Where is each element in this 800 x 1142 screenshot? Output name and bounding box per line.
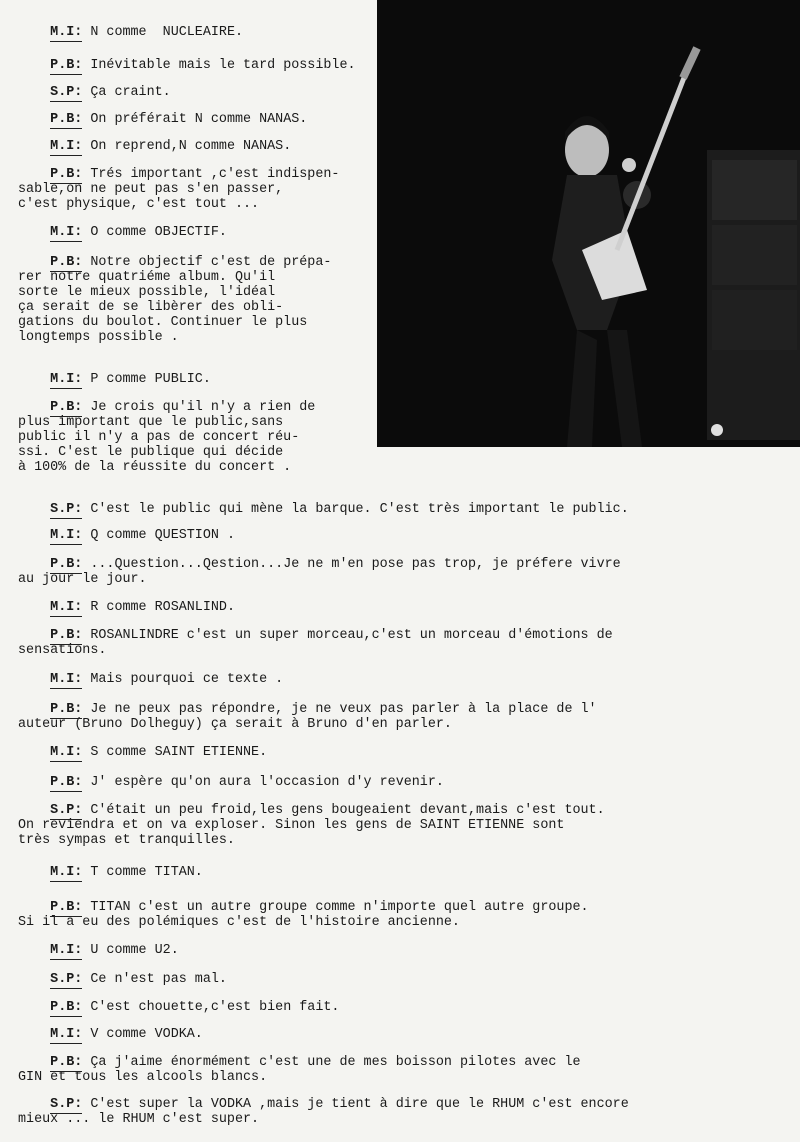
line-text: P comme PUBLIC. [82, 372, 211, 387]
line-text: C'est chouette,c'est bien fait. [82, 1000, 340, 1015]
speaker-label: P.B: [50, 775, 83, 790]
concert-photo [377, 0, 800, 447]
line-text: rer notre quatriéme album. Qu'il [18, 270, 276, 285]
line-text: O comme OBJECTIF. [82, 225, 227, 240]
line-text: N comme NUCLEAIRE. [82, 25, 244, 40]
speaker-label: P.B: [50, 255, 83, 270]
speaker-label: P.B: [50, 1000, 83, 1015]
line-text: On reprend,N comme NANAS. [82, 139, 292, 154]
line-text: sorte le mieux possible, l'idéal [18, 285, 276, 300]
speaker-label: P.B: [50, 58, 83, 73]
speaker-label: P.B: [50, 112, 83, 127]
speaker-label: P.B: [50, 1055, 83, 1070]
line-text: Je ne peux pas répondre, je ne veux pas parler à la place de l' [82, 702, 597, 717]
speaker-label: P.B: [50, 628, 83, 643]
line-text: GIN et tous les alcools blancs. [18, 1070, 268, 1085]
line-text: longtemps possible . [18, 330, 179, 345]
speaker-label: M.I: [50, 139, 83, 154]
line-text: gations du boulot. Continuer le plus [18, 315, 308, 330]
line-text: S comme SAINT ETIENNE. [82, 745, 268, 760]
line-text: C'est le public qui mène la barque. C'est très important le public. [82, 502, 629, 517]
speaker-label: M.I: [50, 865, 83, 880]
line-text: On reviendra et on va exploser. Sinon les gens de SAINT ETIENNE sont [18, 818, 565, 833]
line-text: sensations. [18, 643, 107, 658]
line-text: mieux ... le RHUM c'est super. [18, 1112, 260, 1127]
guitarist-photo-illustration [377, 0, 800, 447]
speaker-label: P.B: [50, 167, 83, 182]
speaker-label: S.P: [50, 85, 83, 100]
line-text: plus important que le public,sans [18, 415, 284, 430]
speaker-label: M.I: [50, 372, 83, 387]
line-text: On préférait N comme NANAS. [82, 112, 308, 127]
line-text: Je crois qu'il n'y a rien de [82, 400, 316, 415]
line-text: Mais pourquoi ce texte . [82, 672, 284, 687]
line-text: T comme TITAN. [82, 865, 203, 880]
interview-line [18, 240, 331, 360]
line-text: ça serait de se libèrer des obli- [18, 300, 284, 315]
line-text: auteur (Bruno Dolheguy) ça serait à Bruno d'en parler. [18, 717, 452, 732]
line-text: Notre objectif c'est de prépa- [82, 255, 332, 270]
line-text: J' espère qu'on aura l'occasion d'y revenir. [82, 775, 444, 790]
speaker-label: M.I: [50, 25, 83, 40]
line-text: V comme VODKA. [82, 1027, 203, 1042]
line-text: sable,on ne peut pas s'en passer, [18, 182, 284, 197]
line-text: Si il a eu des polémiques c'est de l'histoire ancienne. [18, 915, 460, 930]
line-text: TITAN c'est un autre groupe comme n'importe quel autre groupe. [82, 900, 589, 915]
line-text: Ce n'est pas mal. [82, 972, 227, 987]
interview-line [18, 1082, 629, 1142]
line-text: Trés important ,c'est indispen- [82, 167, 340, 182]
line-text: Ça craint. [82, 85, 171, 100]
line-text: C'est super la VODKA ,mais je tient à dire que le RHUM c'est encore [82, 1097, 629, 1112]
line-text: Q comme QUESTION . [82, 528, 235, 543]
speaker-label: P.B: [50, 400, 83, 415]
line-text: ...Question...Qestion...Je ne m'en pose pas trop, je préfere vivre [82, 557, 621, 572]
speaker-label: S.P: [50, 1097, 83, 1112]
line-text: ROSANLINDRE c'est un super morceau,c'est un morceau d'émotions de [82, 628, 613, 643]
speaker-label: S.P: [50, 972, 83, 987]
line-text: à 100% de la réussite du concert . [18, 460, 292, 475]
line-text: C'était un peu froid,les gens bougeaient devant,mais c'est tout. [82, 803, 605, 818]
speaker-label: P.B: [50, 702, 83, 717]
speaker-label: M.I: [50, 672, 83, 687]
speaker-label: P.B: [50, 557, 83, 572]
speaker-label: M.I: [50, 225, 83, 240]
line-text: Ça j'aime énormément c'est une de mes boisson pilotes avec le [82, 1055, 581, 1070]
line-text: public il n'y a pas de concert réu- [18, 430, 300, 445]
speaker-label: P.B: [50, 900, 83, 915]
line-text: très sympas et tranquilles. [18, 833, 235, 848]
speaker-label: M.I: [50, 745, 83, 760]
line-text: U comme U2. [82, 943, 179, 958]
interview-line [18, 385, 315, 490]
line-text: R comme ROSANLIND. [82, 600, 235, 615]
line-text: au jour le jour. [18, 572, 147, 587]
line-text: c'est physique, c'est tout ... [18, 197, 260, 212]
line-text: ssi. C'est le publique qui décide [18, 445, 284, 460]
speaker-label: M.I: [50, 1027, 83, 1042]
line-text: Inévitable mais le tard possible. [82, 58, 356, 73]
speaker-label: S.P: [50, 502, 83, 517]
speaker-label: S.P: [50, 803, 83, 818]
speaker-label: M.I: [50, 943, 83, 958]
speaker-label: M.I: [50, 528, 83, 543]
speaker-label: M.I: [50, 600, 83, 615]
